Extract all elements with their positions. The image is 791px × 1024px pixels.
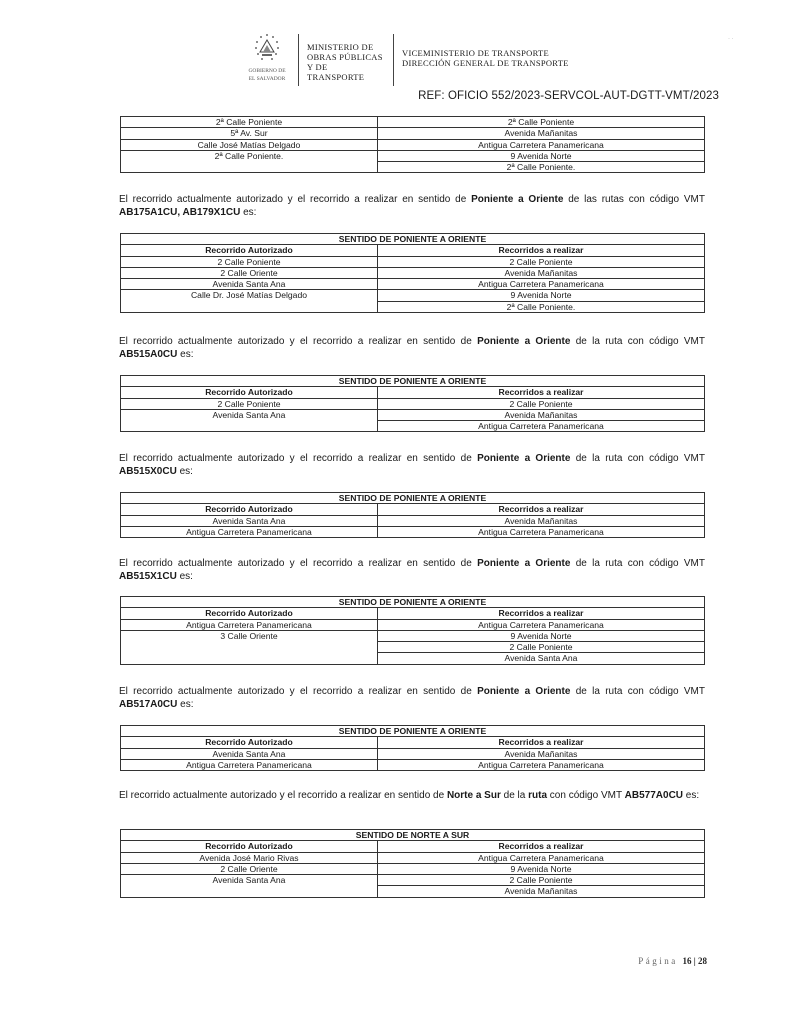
cell: 2 Calle Poniente [378,256,705,267]
route-table [120,829,705,898]
cell: Avenida Santa Ana [121,409,378,432]
paragraph [119,685,705,711]
cell: Antigua Carretera Panamericana [378,279,705,290]
cell: Antigua Carretera Panamericana [378,852,705,863]
route-code: AB515A0CU [119,349,178,360]
column-header: Recorrido Autorizado [121,737,378,748]
gov-line2: EL SALVADOR [248,76,286,82]
emphasis: ruta [528,790,548,801]
page-word: Página [638,956,678,966]
ministry-line1: MINISTERIO DE [307,42,374,52]
text: es: [177,699,194,710]
table-title: SENTIDO DE PONIENTE A ORIENTE [121,726,705,737]
cell: Avenida Santa Ana [121,748,378,759]
column-header: Recorridos a realizar [378,841,705,852]
cell: Antigua Carretera Panamericana [121,619,378,630]
cell: 2 Calle Poniente [121,256,378,267]
cell: Antigua Carretera Panamericana [378,526,705,537]
table-title: SENTIDO DE PONIENTE A ORIENTE [121,376,705,387]
paragraph [119,193,705,219]
route-code: AB515X0CU [119,466,177,477]
paragraph [119,335,705,361]
cell: 2ª Calle Poniente [378,117,705,128]
letterhead [244,32,569,88]
cell: Calle Dr. José Matías Delgado [121,290,378,313]
gov-line1: GOBIERNO DE [248,68,286,74]
cell: 9 Avenida Norte [378,290,705,301]
cell: 2 Calle Poniente [378,642,705,653]
cell: 3 Calle Oriente [121,630,378,664]
cell: Avenida José Mario Rivas [121,852,378,863]
route-table-continuation [120,116,705,173]
route-code: AB577A0CU [624,790,684,801]
cell: 5ª Av. Sur [121,128,378,139]
route-code: AB175A1CU, AB179X1CU [119,207,241,218]
table-title: SENTIDO DE PONIENTE A ORIENTE [121,234,705,245]
cell: 2 Calle Poniente [378,398,705,409]
text: con código VMT [547,790,625,801]
text: es: [683,790,700,801]
paragraph [119,452,705,478]
direction: Poniente a Oriente [477,336,571,347]
text: de la ruta con código VMT [570,453,705,464]
header-divider [298,34,299,86]
cell: Antigua Carretera Panamericana [121,759,378,770]
cell: Avenida Mañanitas [378,128,705,139]
route-table [120,492,705,538]
cell: Avenida Mañanitas [378,515,705,526]
cell: Avenida Santa Ana [121,515,378,526]
cell: Avenida Mañanitas [378,267,705,278]
text: El recorrido actualmente autorizado y el recorrido a realizar en sentido de [119,558,478,569]
coat-of-arms-icon [252,32,282,66]
text: El recorrido actualmente autorizado y el recorrido a realizar en sentido de [119,790,447,801]
column-header: Recorridos a realizar [378,504,705,515]
route-code: AB515X1CU [119,571,177,582]
column-header: Recorridos a realizar [378,737,705,748]
direction: Poniente a Oriente [477,453,571,464]
cell: Avenida Mañanitas [378,886,705,897]
column-header: Recorridos a realizar [378,608,705,619]
direction: Norte a Sur [446,790,501,801]
cell: Antigua Carretera Panamericana [378,421,705,432]
text: de la ruta con código VMT [570,336,705,347]
cell: 9 Avenida Norte [378,630,705,641]
page-footer [638,956,707,966]
direction: Poniente a Oriente [477,558,571,569]
cell: 2ª Calle Poniente. [121,150,378,173]
cell: Avenida Santa Ana [121,279,378,290]
column-header: Recorridos a realizar [378,387,705,398]
cell: 2 Calle Poniente [121,398,378,409]
cell: 2ª Calle Poniente. [378,162,705,173]
cell: Antigua Carretera Panamericana [121,526,378,537]
text: es: [176,571,193,582]
column-header: Recorrido Autorizado [121,387,378,398]
text: de la ruta con código VMT [570,686,705,697]
scan-mark: · · [728,36,734,42]
route-table [120,725,705,771]
text: es: [240,207,257,218]
cell: 2ª Calle Poniente [121,117,378,128]
route-code: AB517A0CU [119,699,178,710]
column-header: Recorrido Autorizado [121,608,378,619]
direction: Poniente a Oriente [471,194,564,205]
ministry-line2: OBRAS PÚBLICAS [307,52,383,62]
route-table [120,375,705,432]
page-number: 16 | 28 [682,956,707,966]
table-title: SENTIDO DE PONIENTE A ORIENTE [121,493,705,504]
text: es: [177,349,194,360]
cell: 2 Calle Poniente [378,875,705,886]
paragraph [119,789,705,802]
cell: 2 Calle Oriente [121,267,378,278]
viceministry-name [402,32,569,68]
cell: Avenida Santa Ana [378,653,705,664]
cell: Antigua Carretera Panamericana [378,759,705,770]
text: de la [500,790,529,801]
cell: Antigua Carretera Panamericana [378,139,705,150]
cell: Avenida Santa Ana [121,875,378,898]
text: El recorrido actualmente autorizado y el recorrido a realizar en sentido de [119,336,478,347]
cell: 9 Avenida Norte [378,150,705,161]
table-title: SENTIDO DE PONIENTE A ORIENTE [121,597,705,608]
cell: Avenida Mañanitas [378,409,705,420]
cell: Antigua Carretera Panamericana [378,619,705,630]
route-table [120,596,705,665]
text: de las rutas con código VMT [563,194,705,205]
table-title: SENTIDO DE NORTE A SUR [121,830,705,841]
cell: 2ª Calle Poniente. [378,301,705,312]
direction: Poniente a Oriente [477,686,571,697]
header-divider [393,34,394,86]
column-header: Recorrido Autorizado [121,841,378,852]
ministry-line3: Y DE TRANSPORTE [307,62,365,82]
paragraph [119,557,705,583]
text: es: [176,466,193,477]
text: El recorrido actualmente autorizado y el recorrido a realizar en sentido de [119,686,478,697]
ministry-name [307,32,385,82]
route-table [120,233,705,313]
government-seal [244,32,290,82]
column-header: Recorridos a realizar [378,245,705,256]
reference-number: REF: OFICIO 552/2023-SERVCOL-AUT-DGTT-VMT/2023 [418,90,719,102]
cell: 2 Calle Oriente [121,863,378,874]
vice-line1: VICEMINISTERIO DE TRANSPORTE [402,48,550,58]
text: El recorrido actualmente autorizado y el recorrido a realizar en sentido de [119,194,472,205]
column-header: Recorrido Autorizado [121,245,378,256]
vice-line2: DIRECCIÓN GENERAL DE TRANSPORTE [402,58,569,68]
cell: Avenida Mañanitas [378,748,705,759]
cell: Calle José Matías Delgado [121,139,378,150]
column-header: Recorrido Autorizado [121,504,378,515]
text: de la ruta con código VMT [570,558,705,569]
cell: 9 Avenida Norte [378,863,705,874]
text: El recorrido actualmente autorizado y el recorrido a realizar en sentido de [119,453,478,464]
